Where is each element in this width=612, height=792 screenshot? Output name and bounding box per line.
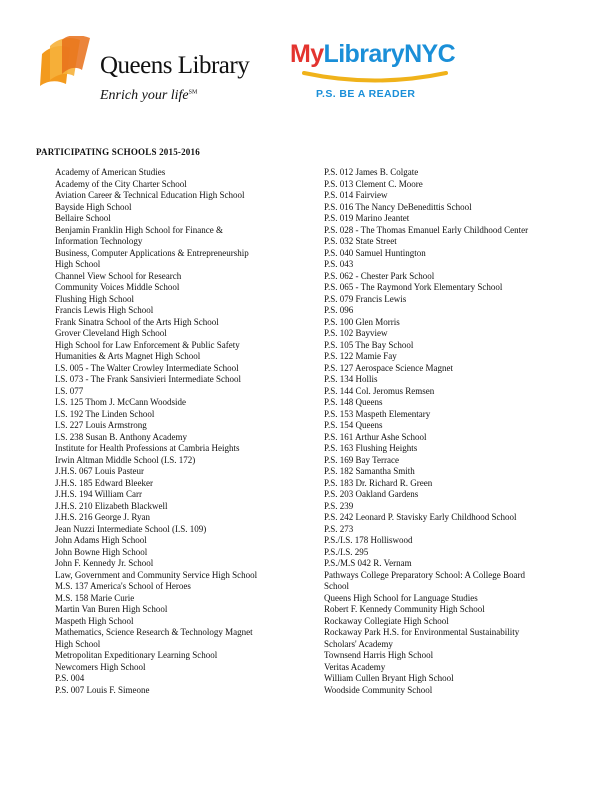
school-list-item: P.S. 007 Louis F. Simeone: [55, 684, 150, 695]
queens-library-flame-icon: [36, 36, 96, 96]
school-list-item: Institute for Health Professions at Cambria Heights: [55, 443, 240, 453]
mylibrarynyc-tagline: P.S. BE A READER: [316, 88, 416, 100]
mylibrarynyc-name: MyLibraryNYC: [290, 40, 456, 68]
school-list-item: High School for Law Enforcement & Public Safety: [55, 339, 240, 350]
school-list-item: Rockaway Park H.S. for Environmental Sustainability: [324, 627, 520, 637]
school-list-item: P.S. 096: [324, 305, 354, 315]
school-list-item: High School: [55, 638, 101, 649]
school-list-item: Academy of the City Charter School: [55, 178, 187, 189]
school-list-item: Bellaire School: [55, 213, 111, 223]
school-list-item: P.S. 134 Hollis: [324, 374, 378, 384]
school-list-item: P.S. 065 - The Raymond York Elementary School: [324, 282, 503, 292]
school-list-item: P.S./I.S. 295: [324, 546, 369, 557]
school-list-item: P.S. 028 - The Thomas Emanuel Early Childhood Center: [324, 224, 529, 235]
school-list-item: Channel View School for Research: [55, 270, 182, 281]
school-list-item: Humanities & Arts Magnet High School: [55, 351, 201, 361]
school-list-item: Pathways College Preparatory School: A College Board: [324, 569, 525, 580]
school-list-item: P.S. 105 The Bay School: [324, 339, 414, 350]
school-list-item: P.S. 013 Clement C. Moore: [324, 178, 423, 189]
school-list-item: Business, Computer Applications & Entrepreneurship: [55, 247, 249, 258]
school-list-item: P.S. 148 Queens: [324, 397, 383, 407]
school-list-item: I.S. 238 Susan B. Anthony Academy: [55, 431, 187, 442]
school-list-item: Scholars' Academy: [324, 638, 393, 649]
school-list-item: P.S. 144 Col. Jeromus Remsen: [324, 385, 435, 396]
schools-list-left: [55, 167, 310, 696]
school-list-item: Academy of American Studies: [55, 167, 166, 177]
queens-library-logo: [36, 34, 271, 114]
school-list-item: Community Voices Middle School: [55, 282, 180, 292]
school-list-item: Maspeth High School: [55, 615, 134, 626]
school-list-item: P.S. 079 Francis Lewis: [324, 293, 407, 304]
smile-underline-icon: [300, 70, 450, 84]
school-list-item: P.S. 043: [324, 259, 354, 269]
school-list-item: Martin Van Buren High School: [55, 604, 168, 614]
school-list-item: I.S. 005 - The Walter Crowley Intermediate School: [55, 362, 239, 373]
school-list-item: Jean Nuzzi Intermediate School (I.S. 109): [55, 523, 207, 534]
school-list-item: P.S. 182 Samantha Smith: [324, 466, 415, 476]
school-list-item: Frank Sinatra School of the Arts High School: [55, 316, 219, 327]
school-list-item: School: [324, 581, 350, 591]
school-list-item: Irwin Altman Middle School (I.S. 172): [55, 454, 196, 465]
school-list-item: P.S. 102 Bayview: [324, 328, 388, 338]
school-list-item: P.S./I.S. 178 Holliswood: [324, 535, 413, 545]
queens-library-name: Queens Library: [100, 52, 250, 79]
school-list-item: M.S. 158 Marie Curie: [55, 592, 135, 603]
school-list-item: J.H.S. 185 Edward Bleeker: [55, 477, 153, 488]
school-list-item: J.H.S. 067 Louis Pasteur: [55, 466, 145, 476]
school-list-item: J.H.S. 210 Elizabeth Blackwell: [55, 500, 168, 511]
school-list-item: Francis Lewis High School: [55, 305, 154, 315]
school-list-item: Queens High School for Language Studies: [324, 592, 478, 603]
school-list-item: J.H.S. 194 William Carr: [55, 489, 142, 499]
school-list-item: P.S. 163 Flushing Heights: [324, 443, 418, 453]
school-list-item: Bayside High School: [55, 201, 132, 212]
school-list-item: P.S. 153 Maspeth Elementary: [324, 408, 431, 419]
school-list-item: I.S. 192 The Linden School: [55, 408, 155, 419]
school-list-item: P.S. 183 Dr. Richard R. Green: [324, 477, 433, 488]
school-list-item: J.H.S. 216 George J. Ryan: [55, 512, 150, 522]
school-list-item: P.S. 203 Oakland Gardens: [324, 489, 419, 499]
queens-library-tagline: Enrich your life℠: [100, 88, 198, 103]
school-list-item: Information Technology: [55, 236, 143, 246]
school-list-item: P.S. 016 The Nancy DeBenedittis School: [324, 201, 472, 212]
school-list-item: P.S. 100 Glen Morris: [324, 316, 400, 327]
school-list-item: I.S. 077: [55, 385, 84, 396]
school-list-item: P.S. 012 James B. Colgate: [324, 167, 419, 177]
school-list-item: Woodside Community School: [324, 684, 433, 695]
school-list-item: P.S. 004: [55, 673, 85, 683]
schools-list-right: [324, 167, 574, 696]
school-list-item: Veritas Academy: [324, 661, 386, 672]
school-list-item: Flushing High School: [55, 293, 135, 304]
school-list-item: P.S./M.S 042 R. Vernam: [324, 558, 412, 568]
school-list-item: Benjamin Franklin High School for Finance &: [55, 224, 223, 235]
school-list-item: High School: [55, 259, 101, 269]
school-list-item: P.S. 154 Queens: [324, 420, 383, 430]
school-list-item: P.S. 169 Bay Terrace: [324, 454, 399, 465]
school-list-item: P.S. 161 Arthur Ashe School: [324, 431, 427, 442]
school-list-item: William Cullen Bryant High School: [324, 673, 454, 683]
school-list-item: Law, Government and Community Service High School: [55, 569, 258, 580]
school-list-item: John Adams High School: [55, 535, 147, 545]
school-list-item: I.S. 227 Louis Armstrong: [55, 420, 147, 430]
school-list-item: Robert F. Kennedy Community High School: [324, 604, 485, 614]
school-list-item: Townsend Harris High School: [324, 650, 434, 660]
school-list-item: Metropolitan Expeditionary Learning School: [55, 650, 218, 660]
school-list-item: Newcomers High School: [55, 661, 146, 672]
school-list-item: John Bowne High School: [55, 546, 148, 557]
school-list-item: P.S. 062 - Chester Park School: [324, 270, 435, 281]
school-list-item: John F. Kennedy Jr. School: [55, 558, 154, 568]
school-list-item: P.S. 122 Mamie Fay: [324, 351, 397, 361]
school-list-item: M.S. 137 America's School of Heroes: [55, 581, 191, 591]
school-list-item: P.S. 242 Leonard P. Stavisky Early Childhood School: [324, 512, 517, 522]
school-list-item: P.S. 032 State Street: [324, 236, 397, 246]
school-list-item: P.S. 239: [324, 500, 354, 511]
school-list-item: P.S. 040 Samuel Huntington: [324, 247, 426, 258]
school-list-item: P.S. 273: [324, 523, 354, 534]
school-list-item: Rockaway Collegiate High School: [324, 615, 449, 626]
school-list-item: I.S. 073 - The Frank Sansivieri Intermediate School: [55, 374, 242, 384]
school-list-item: Aviation Career & Technical Education High School: [55, 190, 245, 200]
school-list-item: I.S. 125 Thom J. McCann Woodside: [55, 397, 186, 407]
school-list-item: P.S. 019 Marino Jeantet: [324, 213, 410, 223]
section-heading: PARTICIPATING SCHOOLS 2015-2016: [36, 147, 200, 157]
school-list-item: P.S. 014 Fairview: [324, 190, 388, 200]
mylibrarynyc-logo: [290, 40, 480, 110]
school-list-item: Grover Cleveland High School: [55, 328, 167, 338]
school-list-item: Mathematics, Science Research & Technology Magnet: [55, 627, 253, 637]
school-list-item: P.S. 127 Aerospace Science Magnet: [324, 362, 453, 373]
